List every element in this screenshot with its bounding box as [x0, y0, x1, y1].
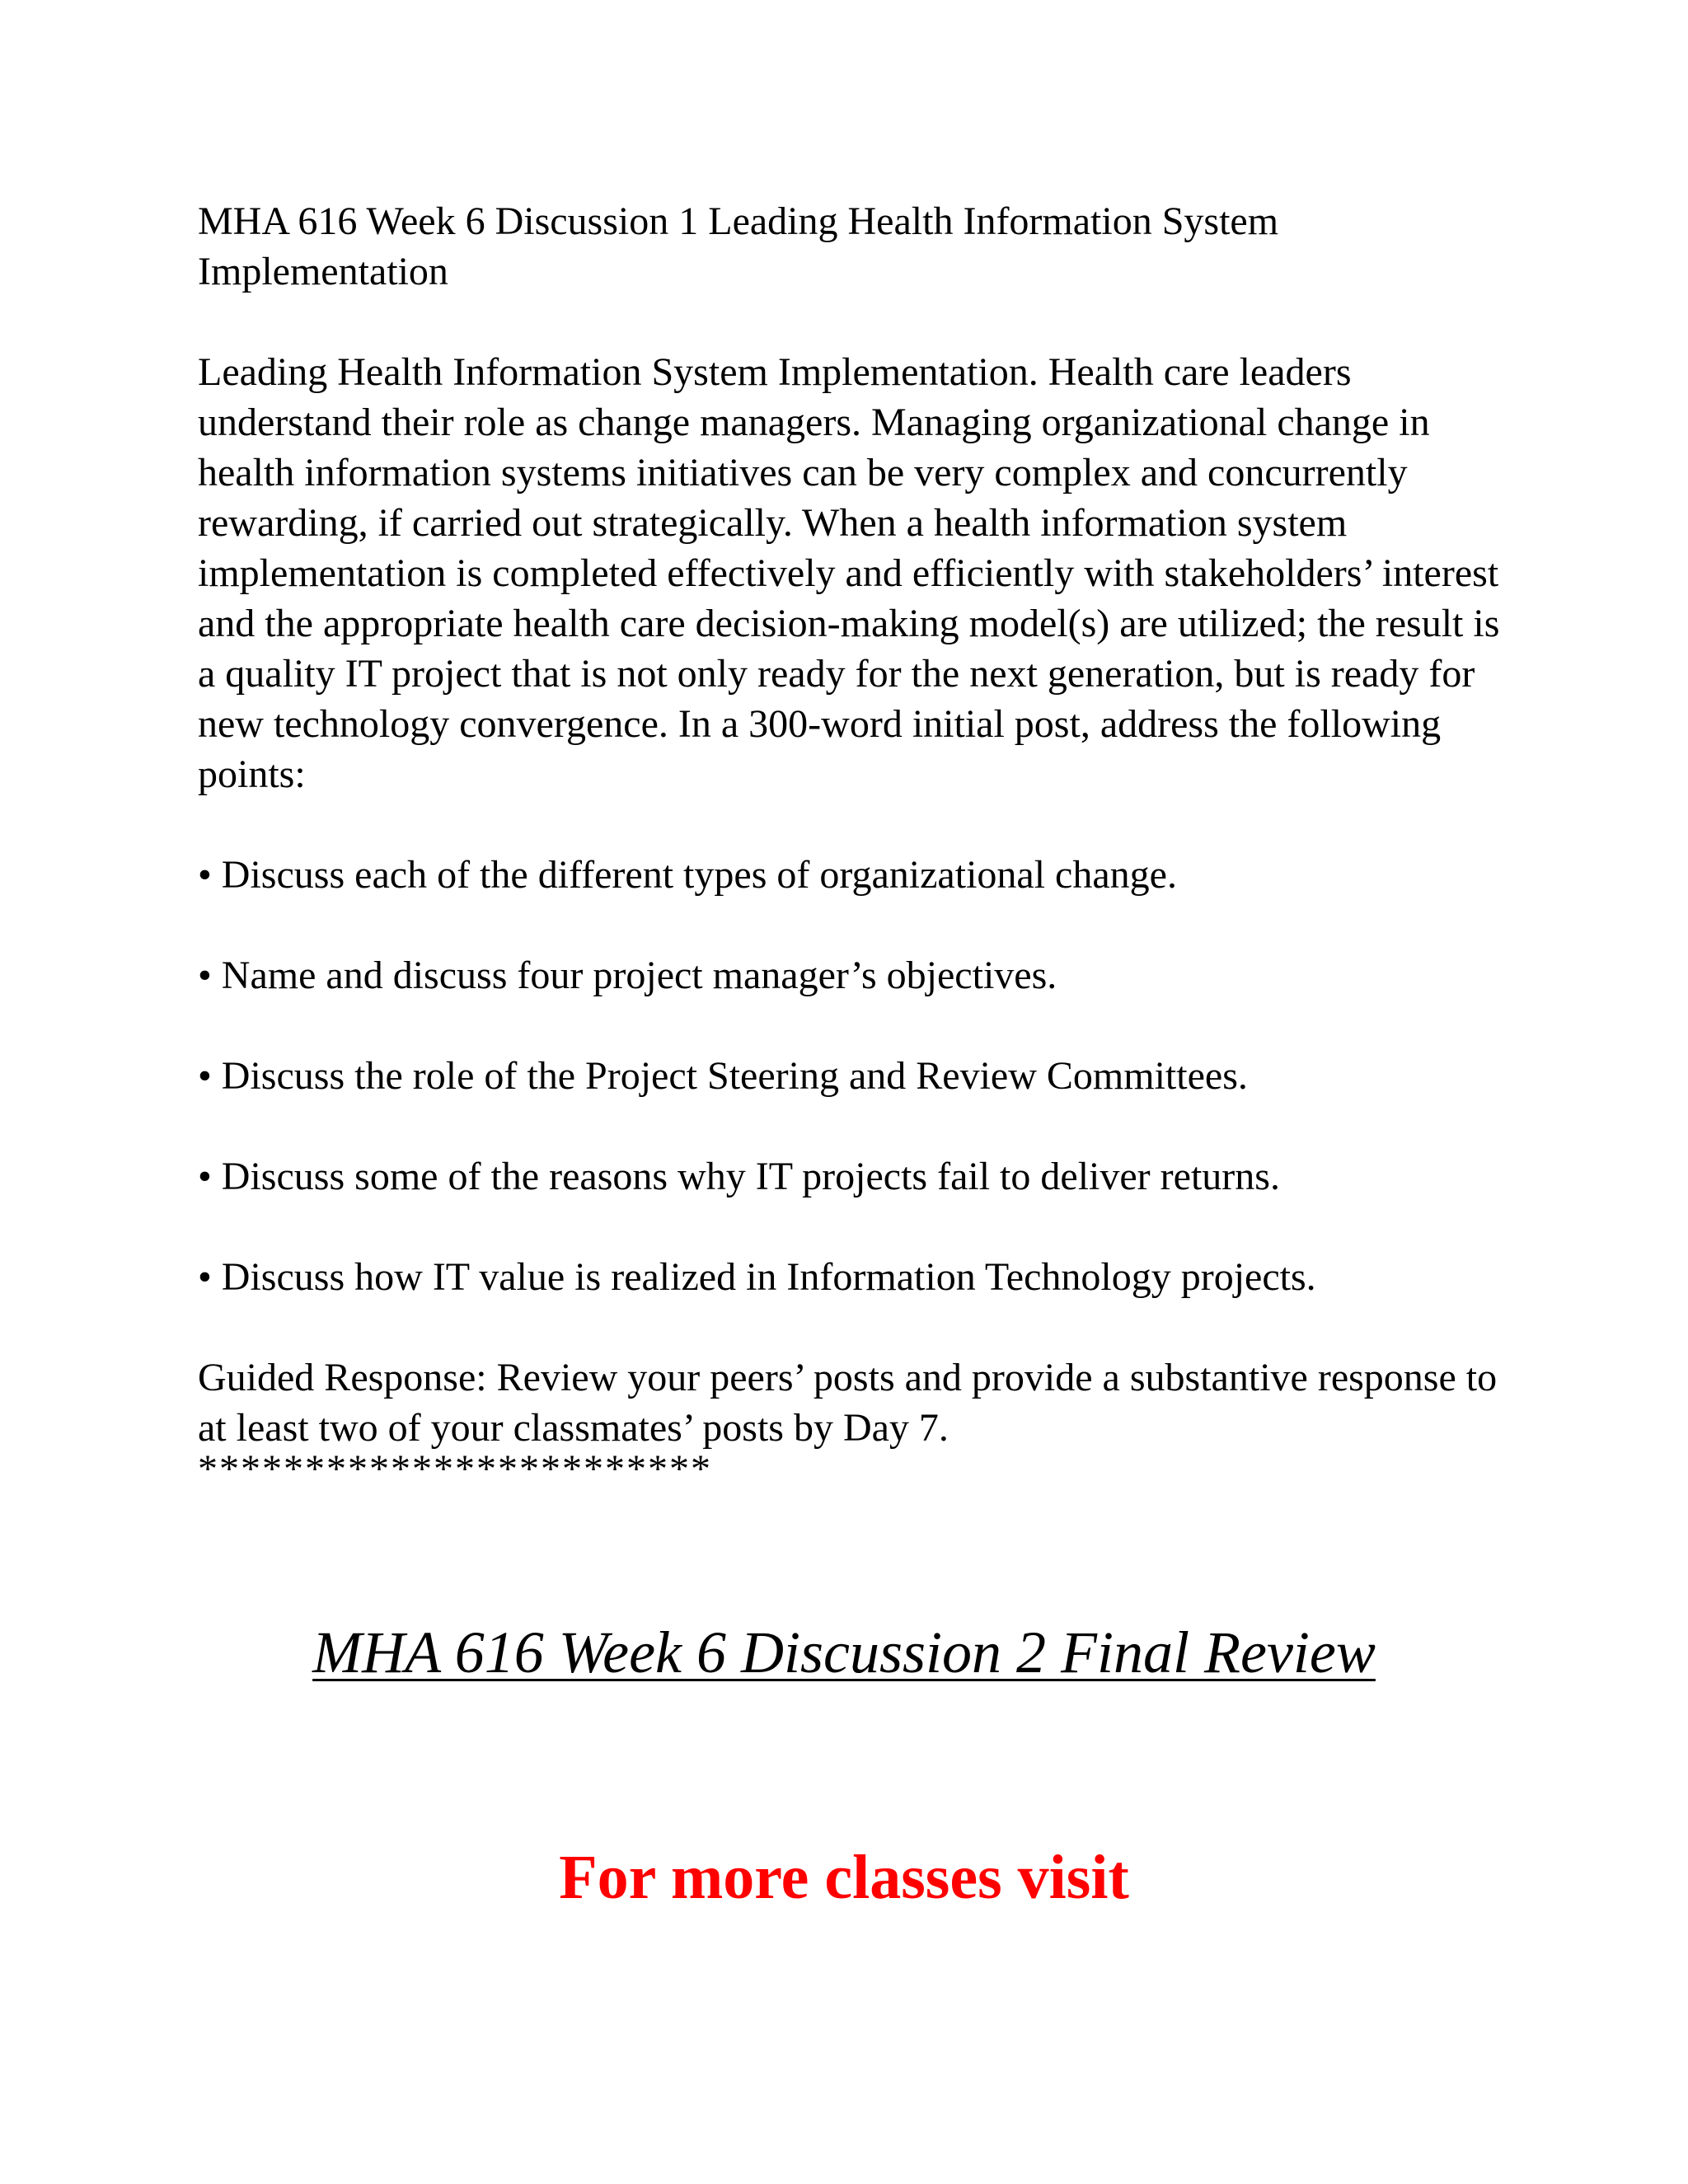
guided-response: Guided Response: Review your peers’ posts and provide a substantive response to at least two of your classmates’ posts by Day 7.	[198, 1356, 1498, 1450]
separator-asterisks: ************************	[198, 1447, 712, 1491]
bullet-point-5: • Discuss how IT value is realized in Information Technology projects.	[198, 1255, 1316, 1299]
intro-paragraph: Leading Health Information System Implementation. Health care leaders understand their role as change managers. Managing organizational change in health information systems initiatives can be very complex and concurrently rewarding, if carried out strategically. When a health information system implementation is completed effectively and efficiently with stakeholders’ interest and the appropriate health care decision-making model(s) are utilized; the result is a quality IT project that is not only ready for the next generation, but is ready for new technology convergence. In a 300-word initial post, address the following points:	[198, 350, 1500, 796]
discussion-2-heading-text: MHA 616 Week 6 Discussion 2 Final Review	[312, 1619, 1376, 1685]
more-classes-visit-text: For more classes visit	[559, 1843, 1129, 1912]
bullet-point-2: • Name and discuss four project manager’s objectives.	[198, 954, 1057, 997]
bullet-point-3: • Discuss the role of the Project Steering and Review Committees.	[198, 1054, 1248, 1098]
discussion-2-heading	[0, 1615, 1688, 1690]
discussion-1-title: MHA 616 Week 6 Discussion 1 Leading Health Information System Implementation	[198, 199, 1279, 293]
bullet-point-4: • Discuss some of the reasons why IT projects fail to deliver returns.	[198, 1155, 1280, 1198]
bullet-point-1: • Discuss each of the different types of organizational change.	[198, 853, 1177, 897]
document-body	[198, 196, 1500, 1491]
